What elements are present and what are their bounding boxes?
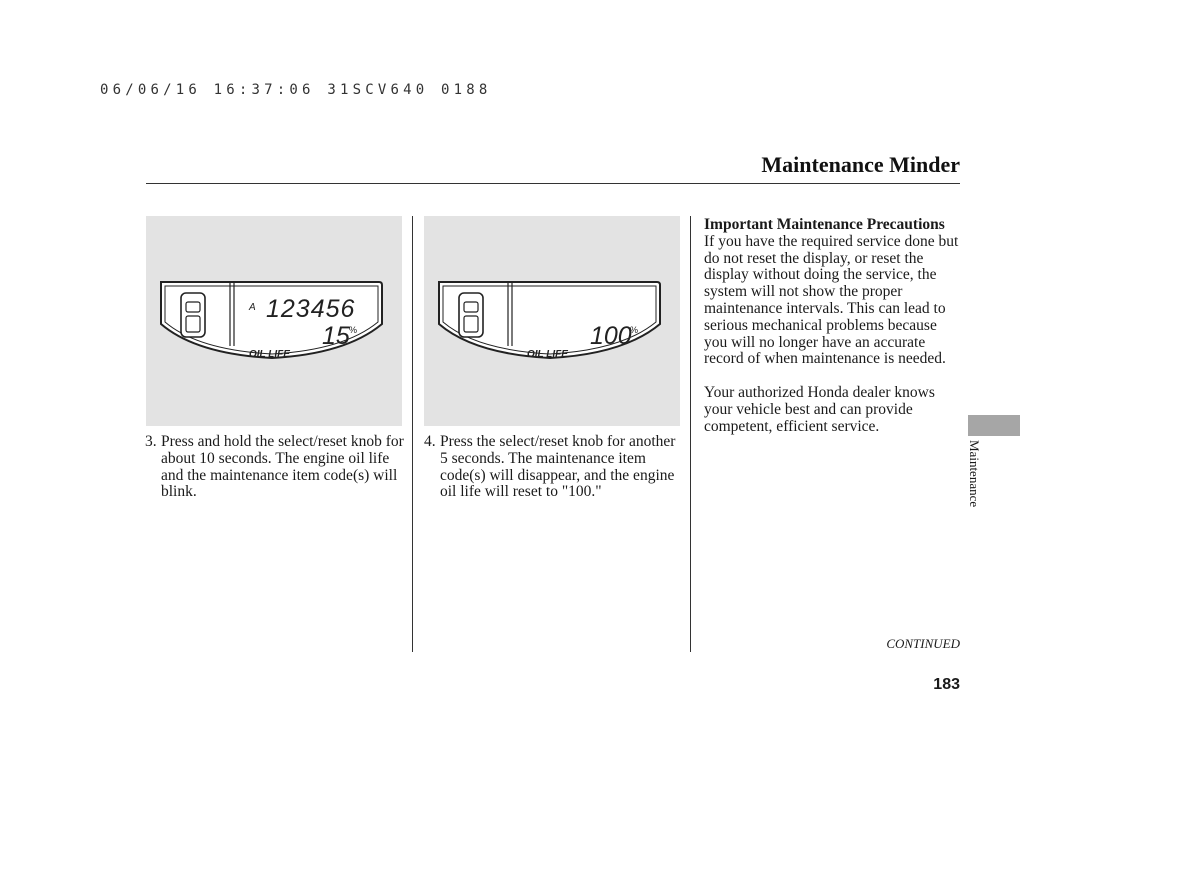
display-illustration-1 <box>146 216 402 426</box>
car-icon <box>181 293 205 337</box>
step-text: Press the select/reset knob for another 5 seconds. The maintenance item code(s) will disappear, and the engine oil life will reset to "100." <box>440 433 676 501</box>
maintenance-code-readout: 123456 <box>266 295 356 323</box>
figure-display-reset <box>424 216 680 426</box>
column-divider-2 <box>690 216 691 652</box>
step-number: 3. <box>145 433 157 450</box>
step-text: Press and hold the select/reset knob for about 10 seconds. The engine oil life and the maintenance item code(s) will blink. <box>161 433 404 501</box>
precautions-paragraph: If you have the required service done but do not reset the display, or reset the display without doing the service, the system will not show the proper maintenance intervals. This can lead to serious mechanical problems because you will no longer have an accurate record of when maintenance is needed. <box>704 232 959 368</box>
step-number: 4. <box>424 433 436 450</box>
print-stamp: 06/06/16 16:37:06 31SCV640 0188 <box>100 82 492 98</box>
section-heading: Important Maintenance Precautions <box>704 216 945 233</box>
section-side-label: Maintenance <box>967 440 982 508</box>
page-title: Maintenance Minder <box>761 152 960 177</box>
section-tab <box>968 415 1020 436</box>
dealer-paragraph: Your authorized Honda dealer knows your vehicle best and can provide competent, efficient service. <box>704 384 935 435</box>
display-illustration-2 <box>424 216 680 426</box>
oil-life-readout: 100 <box>590 322 632 350</box>
oil-life-label: OIL LIFE <box>249 349 290 360</box>
car-icon <box>459 293 483 337</box>
continued-note: CONTINUED <box>886 636 960 651</box>
column-divider-1 <box>412 216 413 652</box>
percent-sign: % <box>630 325 639 335</box>
figure-display-blinking <box>146 216 402 426</box>
page-number: 183 <box>933 676 960 693</box>
step-3 <box>145 434 405 501</box>
mode-indicator-a: A <box>249 302 256 313</box>
percent-sign: % <box>349 325 358 335</box>
precautions-section <box>704 217 962 436</box>
header-rule <box>146 183 960 184</box>
oil-life-label: OIL LIFE <box>527 349 568 360</box>
step-4 <box>424 434 684 501</box>
oil-life-readout: 15 <box>322 322 350 350</box>
